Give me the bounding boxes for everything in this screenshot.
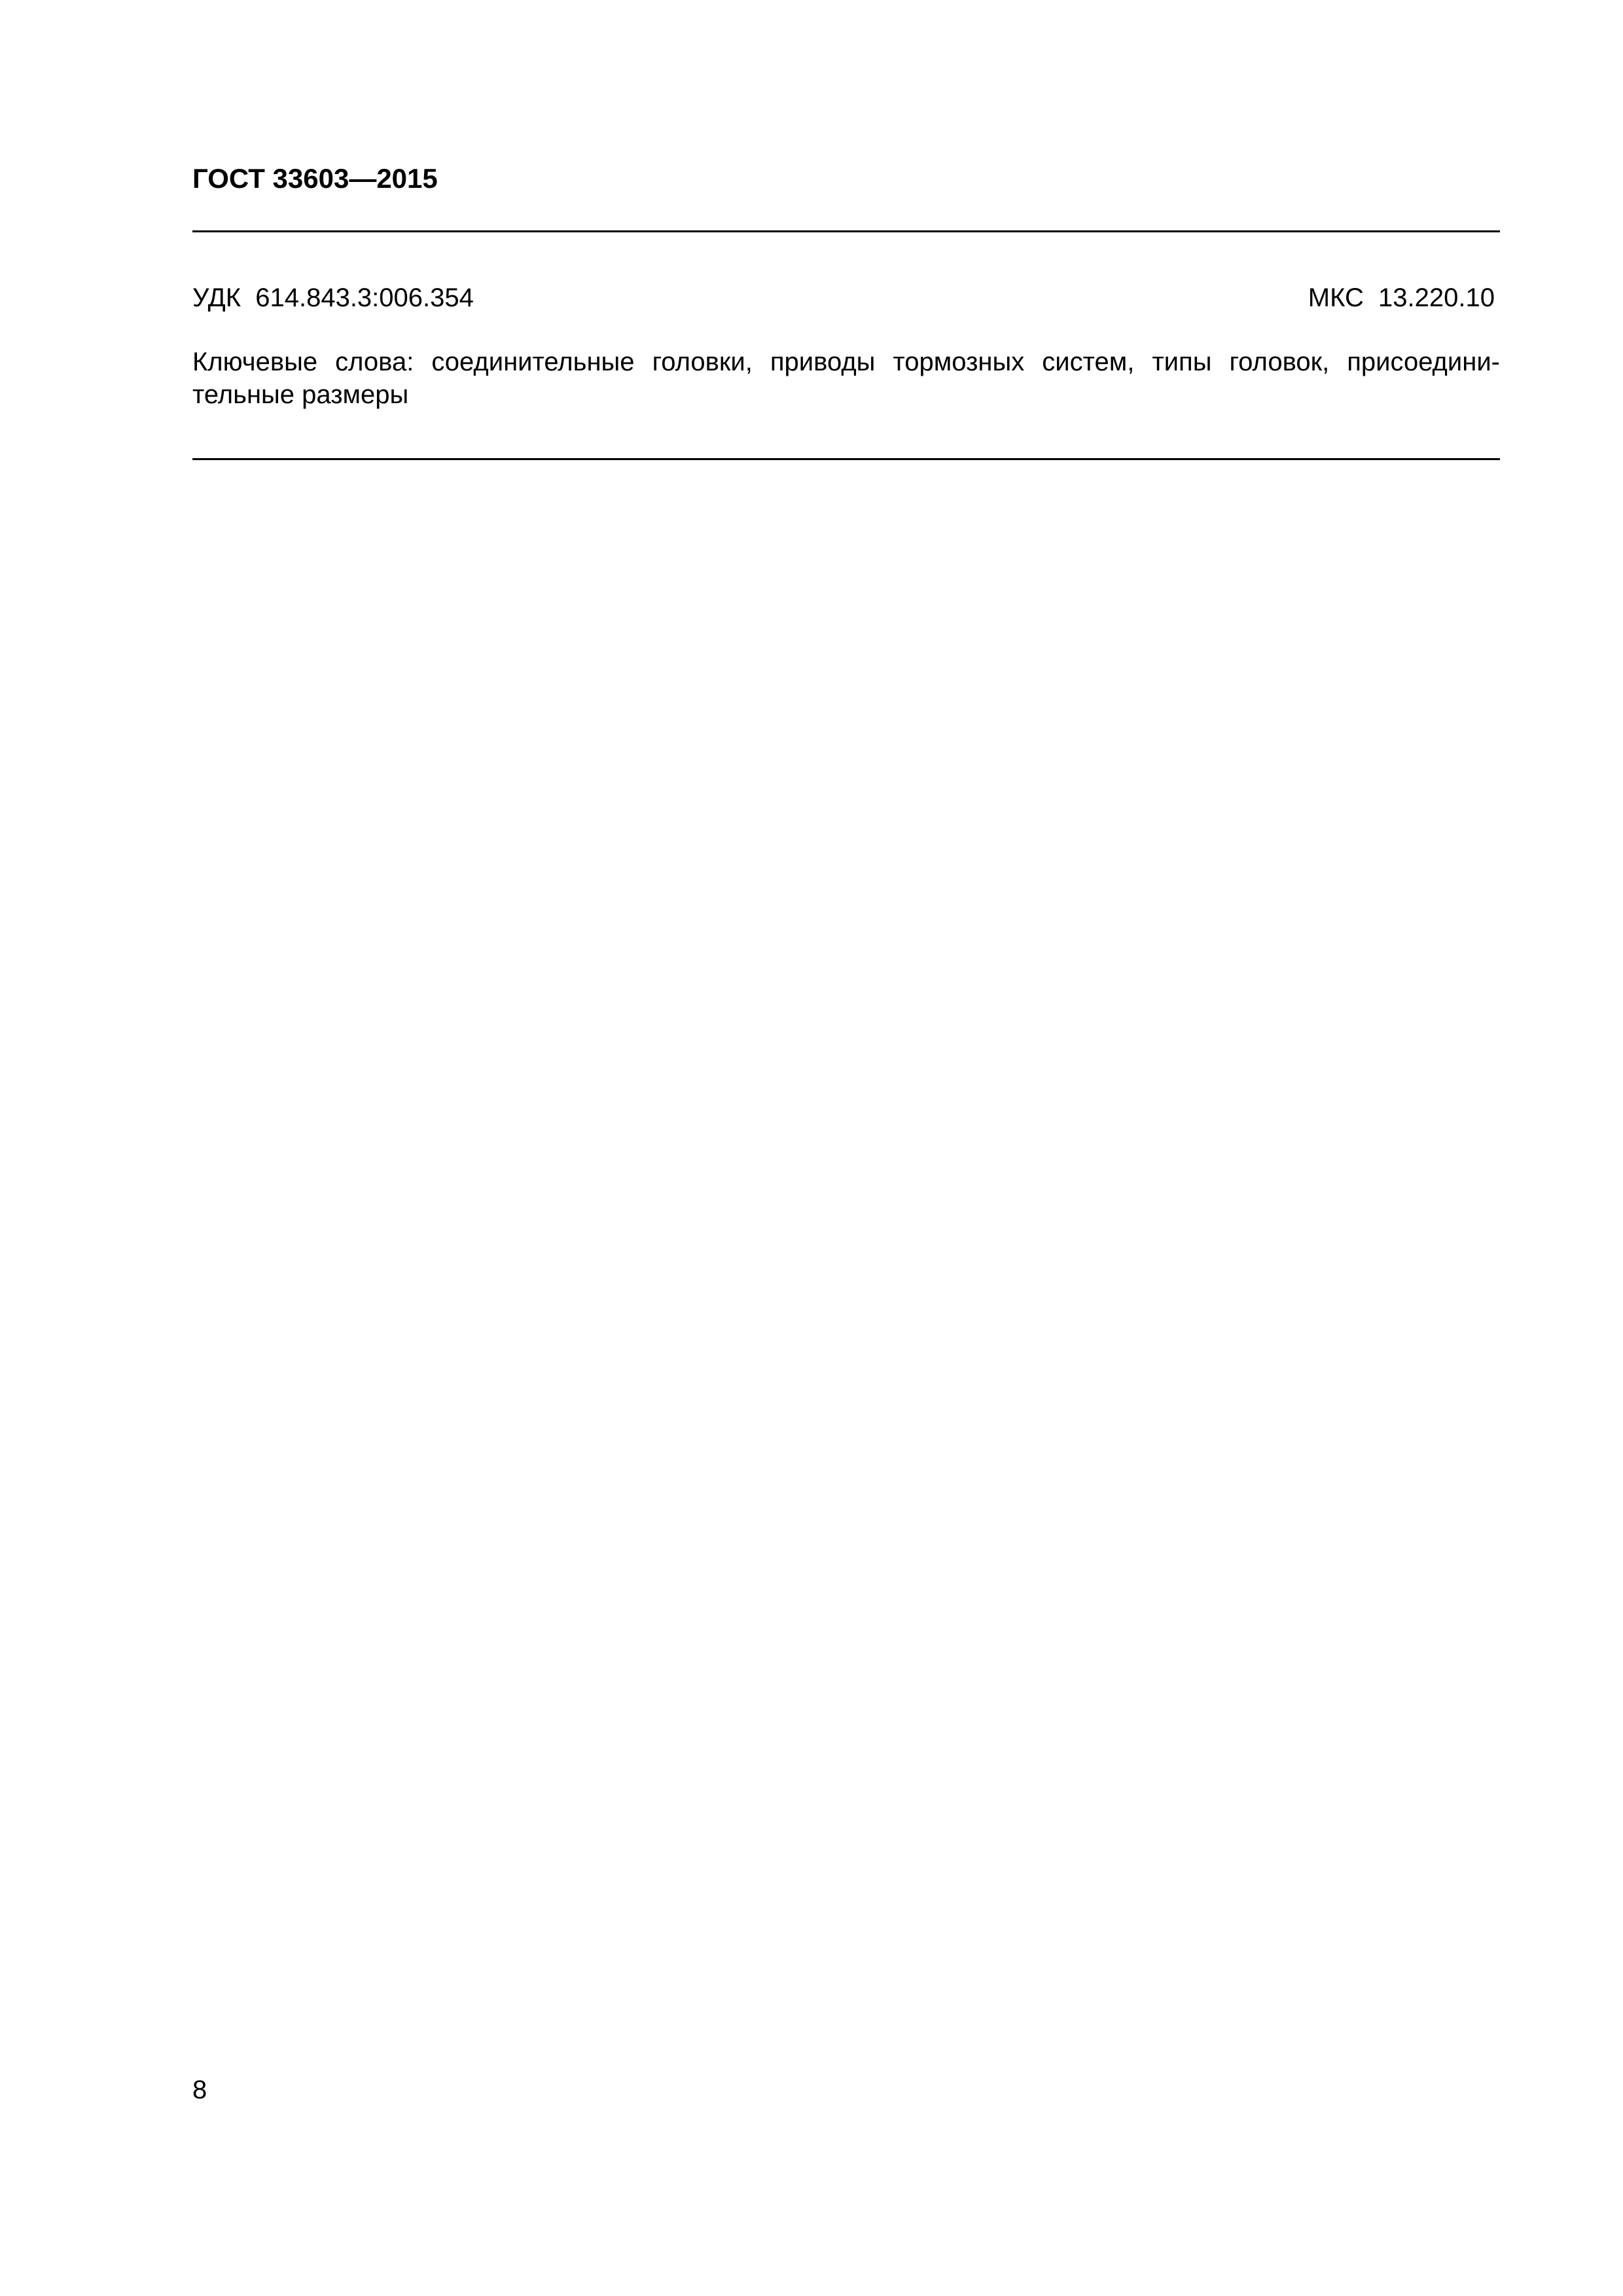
mks-code: МКС 13.220.10 xyxy=(1308,283,1495,312)
bottom-divider xyxy=(192,458,1500,460)
keywords-paragraph xyxy=(192,346,1500,411)
keywords-line-1: Ключевые слова: соединительные головки, приводы тормозных систем, типы головок, присоедини- xyxy=(192,348,1500,376)
udk-code: УДК 614.843.3:006.354 xyxy=(192,283,474,312)
keywords-line-2: тельные размеры xyxy=(192,380,409,409)
page-number: 8 xyxy=(192,2075,207,2104)
top-divider xyxy=(192,230,1500,232)
document-code-header: ГОСТ 33603—2015 xyxy=(192,163,438,194)
classification-row xyxy=(192,281,1495,314)
